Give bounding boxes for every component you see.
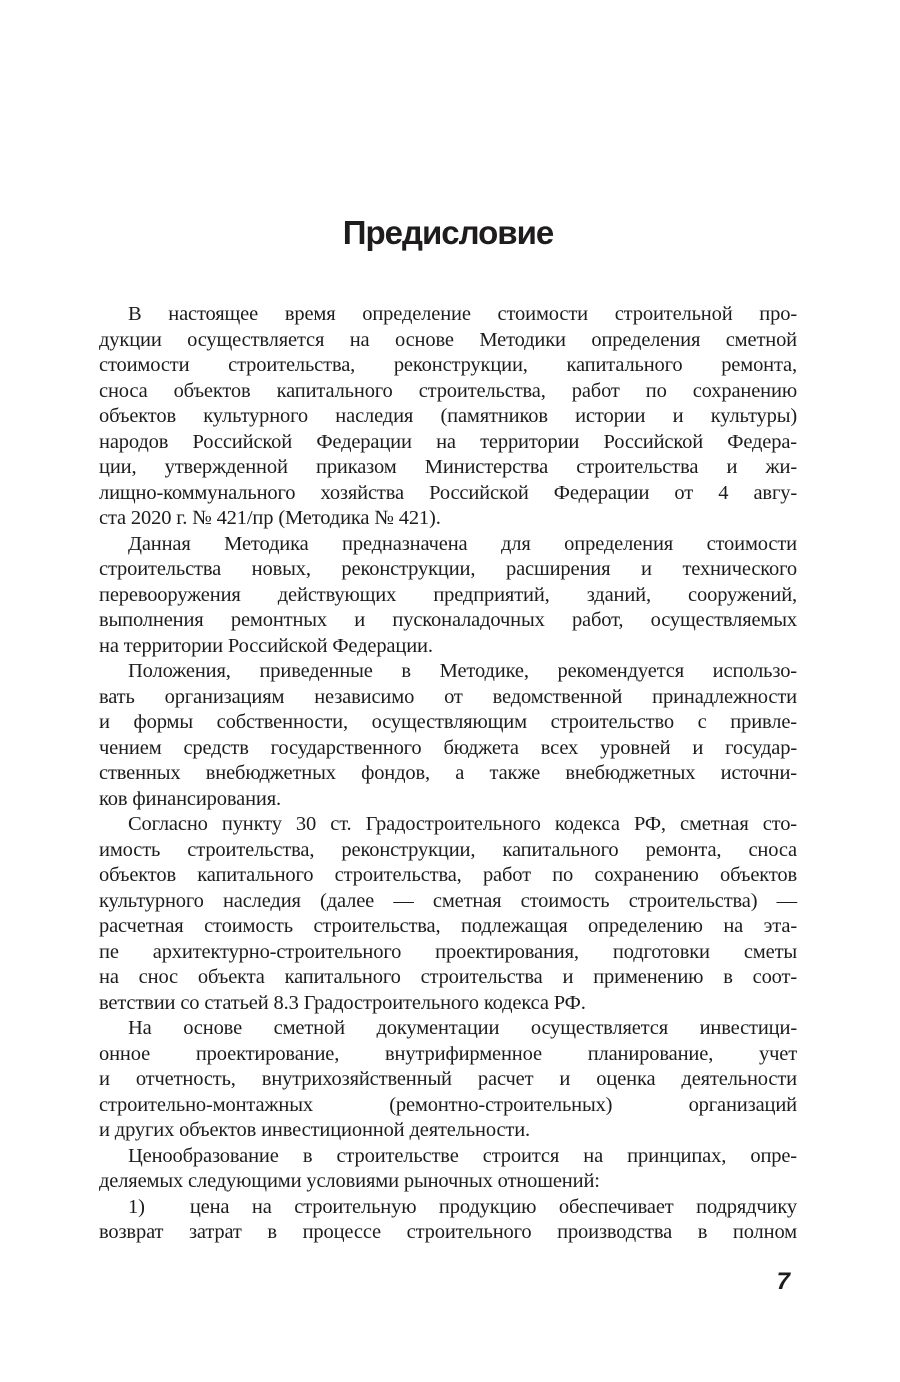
- text-line: пе архитектурно-строительного проектирования, подготовки сметы: [99, 940, 797, 963]
- text-line: ков финансирования.: [99, 787, 281, 810]
- paragraph: [99, 532, 797, 660]
- text-line: перевооружения действующих предприятий, зданий, сооружений,: [99, 583, 797, 606]
- text-line: объектов капитального строительства, работ по сохранению объектов: [99, 864, 797, 886]
- text-line: дукции осуществляется на основе Методики определения сметной: [99, 328, 797, 351]
- text-line: Данная Методика предназначена для определения стоимости: [128, 532, 797, 555]
- paragraph: [99, 1195, 797, 1246]
- text-line: онное проектирование, внутрифирменное планирование, учет: [99, 1042, 797, 1065]
- text-line: стоимости строительства, реконструкции, капитального ремонта,: [99, 354, 797, 376]
- text-line: Согласно пункту 30 ст. Градостроительного кодекса РФ, сметная сто-: [128, 813, 797, 835]
- text-line: чением средств государственного бюджета всех уровней и государ-: [99, 736, 797, 759]
- text-line: На основе сметной документации осуществляется инвестици-: [128, 1017, 797, 1039]
- text-line: ции, утвержденной приказом Министерства строительства и жи-: [99, 456, 797, 478]
- text-line: и других объектов инвестиционной деятельности.: [99, 1119, 531, 1141]
- text-line: и отчетность, внутрихозяйственный расчет и оценка деятельности: [99, 1068, 797, 1090]
- paragraph: [99, 302, 797, 532]
- text-line: расчетная стоимость строительства, подлежащая определению на эта-: [99, 915, 797, 937]
- paragraph: [99, 659, 797, 812]
- paragraph: [99, 812, 797, 1016]
- text-line: и формы собственности, осуществляющим строительство с привле-: [99, 711, 797, 733]
- text-line: ветствии со статьей 8.3 Градостроительного кодекса РФ.: [99, 991, 586, 1014]
- text-line: 1) цена на строительную продукцию обеспечивает подрядчику: [128, 1195, 797, 1218]
- text-line: ственных внебюджетных фондов, а также внебюджетных источни-: [99, 762, 797, 784]
- text-line: культурного наследия (далее — сметная стоимость строительства) —: [99, 889, 797, 912]
- page-body: [99, 302, 797, 1246]
- text-line: деляемых следующими условиями рыночных отношений:: [99, 1170, 600, 1192]
- text-line: народов Российской Федерации на территории Российской Федера-: [99, 430, 797, 453]
- text-line: лищно-коммунального хозяйства Российской Федерации от 4 авгу-: [99, 481, 797, 504]
- text-line: вать организациям независимо от ведомственной принадлежности: [99, 685, 797, 708]
- paragraph: [99, 1144, 797, 1195]
- text-line: на территории Российской Федерации.: [99, 634, 433, 657]
- page-number: 7: [776, 1268, 790, 1295]
- page-title: Предисловие: [342, 214, 554, 251]
- text-line: строительства новых, реконструкции, расширения и технического: [99, 558, 797, 580]
- text-line: сноса объектов капитального строительства, работ по сохранению: [99, 379, 797, 402]
- text-line: имость строительства, реконструкции, капитального ремонта, сноса: [99, 838, 797, 861]
- text-line: строительно-монтажных (ремонтно-строительных) организаций: [99, 1093, 797, 1116]
- text-line: Положения, приведенные в Методике, рекомендуется использо-: [128, 660, 797, 682]
- text-line: В настоящее время определение стоимости строительной про-: [128, 303, 797, 325]
- paragraph: [99, 1016, 797, 1144]
- text-line: объектов культурного наследия (памятников истории и культуры): [99, 405, 797, 427]
- text-line: возврат затрат в процессе строительного производства в полном: [99, 1221, 797, 1243]
- text-line: Ценообразование в строительстве строится на принципах, опре-: [128, 1144, 797, 1167]
- text-line: выполнения ремонтных и пусконаладочных работ, осуществляемых: [99, 609, 797, 631]
- text-line: ста 2020 г. № 421/пр (Методика № 421).: [99, 507, 441, 529]
- text-line: на снос объекта капитального строительства и применению в соот-: [99, 966, 797, 988]
